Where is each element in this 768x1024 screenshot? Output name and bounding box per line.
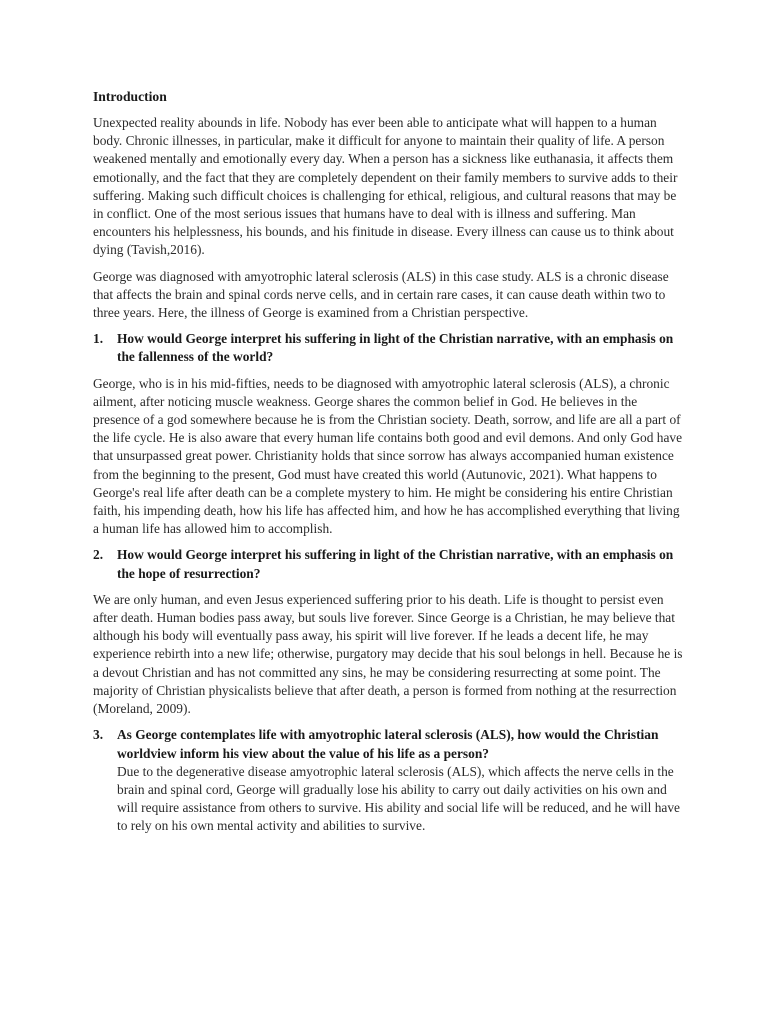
question-1: [93, 330, 683, 366]
question-3: [93, 726, 683, 762]
intro-paragraph-1: Unexpected reality abounds in life. Nobody has ever been able to anticipate what will happen to a human body. Chronic illnesses, in particular, make it difficult for anyone to maintain their quality of life. A person weakened mentally and emotionally every day. When a person has a sickness like euthanasia, it affects them emotionally, and the fact that they are completely dependent on their family members to survive adds to their suffering. Making such difficult choices is challenging for ethical, religious, and cultural reasons that may be in conflict. One of the most serious issues that humans have to deal with is illness and suffering. Man encounters his helplessness, his bounds, and his finitude in disease. Every illness can cause us to think about dying (Tavish,2016).: [93, 115, 678, 258]
document-body: [93, 88, 683, 844]
question-3-number: 3.: [93, 727, 104, 743]
answer-2: We are only human, and even Jesus experienced suffering prior to his death. Life is thought to persist even after death. Human bodies pass away, but souls live forever. Since George is a Christian, he may believe that although his body will eventually pass away, his spirit will live forever. If he leads a decent life, he may experience rebirth into a new life; otherwise, purgatory may decide that his soul belongs in hell. Because he is a devout Christian and has not committed any sins, he may be considering resurrecting at some point. The majority of Christian physicalists believe that after death, a person is formed from nothing at the resurrection (Moreland, 2009).: [93, 591, 683, 717]
answer-3: Due to the degenerative disease amyotrophic lateral sclerosis (ALS), which affects the nerve cells in the brain and spinal cord, George will gradually lose his ability to carry out daily activities on his own and will require assistance from others to survive. His ability and social life will be reduced, and he will have to rely on his own mental activity and abilities to survive.: [117, 763, 680, 834]
question-2-number: 2.: [93, 547, 104, 563]
question-3-block: [93, 726, 683, 835]
answer-1: George, who is in his mid-fifties, needs to be diagnosed with amyotrophic lateral sclerosis (ALS), a chronic ailment, after noticing muscle weakness. George shares the common belief in God. He believes in the presence of a god somewhere because he is from the Christian society. Death, sorrow, and life are all a part of the life cycle. He is also aware that every human life contains both good and evil demons. And only God have that unsurpassed great power. Christianity holds that since sorrow has always accompanied human existence from the beginning to the present, God must have created this world (Autunovic, 2021). What happens to George's real life after death can be a complete mystery to him. He might be considering his entire Christian faith, his impending death, how his life has affected him, and how he has accomplished everything that living a human life has allowed him to accomplish.: [93, 375, 683, 537]
question-2-text: How would George interpret his suffering in light of the Christian narrative, with an emphasis on the hope of resurrection?: [117, 547, 674, 581]
question-3-text: As George contemplates life with amyotrophic lateral sclerosis (ALS), how would the Christian worldview inform his view about the value of his life as a person?: [117, 727, 659, 761]
question-1-number: 1.: [93, 331, 104, 347]
section-heading: Introduction: [93, 89, 167, 104]
question-1-text: How would George interpret his suffering in light of the Christian narrative, with an emphasis on the fallenness of the world?: [117, 331, 674, 365]
intro-paragraph-2: George was diagnosed with amyotrophic lateral sclerosis (ALS) in this case study. ALS is a chronic disease that affects the brain and spinal cords nerve cells, and in certain rare cases, it can cause death within two to three years. Here, the illness of George is examined from a Christian perspective.: [93, 268, 669, 321]
question-2: [93, 546, 683, 582]
